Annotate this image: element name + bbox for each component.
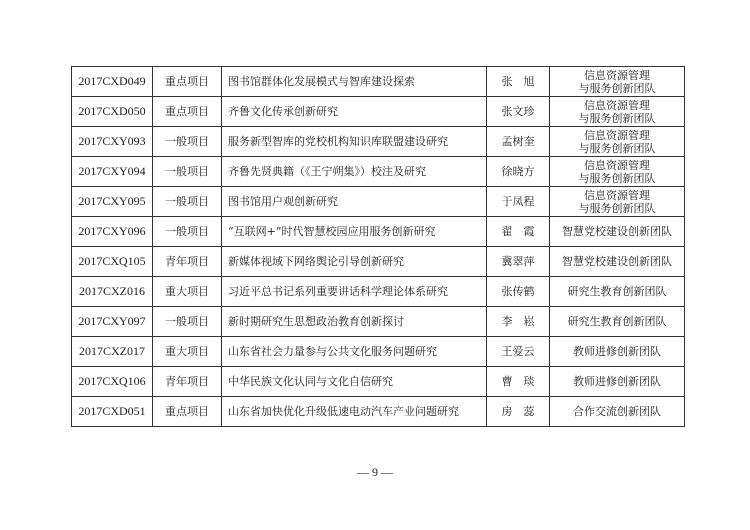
project-title-cell: 新媒体视域下网络舆论引导创新研究 xyxy=(222,247,487,277)
project-title-cell: 中华民族文化认同与文化自信研究 xyxy=(222,367,487,397)
project-type-cell: 重点项目 xyxy=(153,397,222,427)
project-team-cell: 信息资源管理 与服务创新团队 xyxy=(550,187,685,217)
project-title-cell: 山东省加快优化升级低速电动汽车产业问题研究 xyxy=(222,397,487,427)
project-type-cell: 重大项目 xyxy=(153,337,222,367)
table-row xyxy=(72,247,685,277)
project-team-cell: 信息资源管理 与服务创新团队 xyxy=(550,127,685,157)
project-type-cell: 青年项目 xyxy=(153,367,222,397)
table-row xyxy=(72,67,685,97)
project-team-cell: 研究生教育创新团队 xyxy=(550,307,685,337)
table-row xyxy=(72,127,685,157)
project-code-cell: 2017CXZ016 xyxy=(72,277,153,307)
project-code-cell: 2017CXD049 xyxy=(72,67,153,97)
project-title-cell: 新时期研究生思想政治教育创新探讨 xyxy=(222,307,487,337)
project-title-cell: 习近平总书记系列重要讲话科学理论体系研究 xyxy=(222,277,487,307)
project-leader-cell: 徐晓方 xyxy=(487,157,550,187)
project-leader-cell: 张传鹤 xyxy=(487,277,550,307)
project-title-cell: 图书馆群体化发展模式与智库建设探索 xyxy=(222,67,487,97)
project-type-cell: 青年项目 xyxy=(153,247,222,277)
project-team-cell: 教师进修创新团队 xyxy=(550,367,685,397)
table-row xyxy=(72,217,685,247)
project-leader-cell: 孟树奎 xyxy=(487,127,550,157)
project-type-cell: 重点项目 xyxy=(153,97,222,127)
project-type-cell: 重点项目 xyxy=(153,67,222,97)
project-leader-cell: 房 蕊 xyxy=(487,397,550,427)
project-leader-cell: 王爱云 xyxy=(487,337,550,367)
project-leader-cell: 李 崧 xyxy=(487,307,550,337)
project-team-cell: 智慧党校建设创新团队 xyxy=(550,247,685,277)
project-leader-cell: 冀翠萍 xyxy=(487,247,550,277)
project-team-cell: 信息资源管理 与服务创新团队 xyxy=(550,157,685,187)
project-team-cell: 研究生教育创新团队 xyxy=(550,277,685,307)
project-code-cell: 2017CXY095 xyxy=(72,187,153,217)
project-team-cell: 信息资源管理 与服务创新团队 xyxy=(550,67,685,97)
project-type-cell: 一般项目 xyxy=(153,157,222,187)
project-title-cell: “互联网+”时代智慧校园应用服务创新研究 xyxy=(222,217,487,247)
project-code-cell: 2017CXQ106 xyxy=(72,367,153,397)
project-team-cell: 智慧党校建设创新团队 xyxy=(550,217,685,247)
project-type-cell: 一般项目 xyxy=(153,307,222,337)
project-title-cell: 山东省社会力量参与公共文化服务问题研究 xyxy=(222,337,487,367)
project-leader-cell: 曹 琰 xyxy=(487,367,550,397)
project-code-cell: 2017CXY096 xyxy=(72,217,153,247)
project-team-cell: 教师进修创新团队 xyxy=(550,337,685,367)
project-leader-cell: 张 旭 xyxy=(487,67,550,97)
project-code-cell: 2017CXY094 xyxy=(72,157,153,187)
project-leader-cell: 于凤程 xyxy=(487,187,550,217)
project-team-cell: 合作交流创新团队 xyxy=(550,397,685,427)
project-code-cell: 2017CXZ017 xyxy=(72,337,153,367)
project-title-cell: 图书馆用户观创新研究 xyxy=(222,187,487,217)
project-leader-cell: 张文珍 xyxy=(487,97,550,127)
project-table xyxy=(71,66,685,427)
project-code-cell: 2017CXQ105 xyxy=(72,247,153,277)
project-type-cell: 一般项目 xyxy=(153,187,222,217)
project-title-cell: 齐鲁先贤典籍（《王宁朔集》）校注及研究 xyxy=(222,157,487,187)
project-table-body xyxy=(72,67,685,427)
table-row xyxy=(72,277,685,307)
project-code-cell: 2017CXD050 xyxy=(72,97,153,127)
page-number: — 9 — xyxy=(357,465,393,479)
project-leader-cell: 翟 霞 xyxy=(487,217,550,247)
table-row xyxy=(72,337,685,367)
project-type-cell: 一般项目 xyxy=(153,217,222,247)
project-type-cell: 重大项目 xyxy=(153,277,222,307)
table-row xyxy=(72,97,685,127)
project-title-cell: 齐鲁文化传承创新研究 xyxy=(222,97,487,127)
project-title-cell: 服务新型智库的党校机构知识库联盟建设研究 xyxy=(222,127,487,157)
table-row xyxy=(72,157,685,187)
project-team-cell: 信息资源管理 与服务创新团队 xyxy=(550,97,685,127)
table-row xyxy=(72,307,685,337)
project-code-cell: 2017CXY093 xyxy=(72,127,153,157)
table-row xyxy=(72,397,685,427)
project-type-cell: 一般项目 xyxy=(153,127,222,157)
project-code-cell: 2017CXY097 xyxy=(72,307,153,337)
project-code-cell: 2017CXD051 xyxy=(72,397,153,427)
table-row xyxy=(72,187,685,217)
table-row xyxy=(72,367,685,397)
